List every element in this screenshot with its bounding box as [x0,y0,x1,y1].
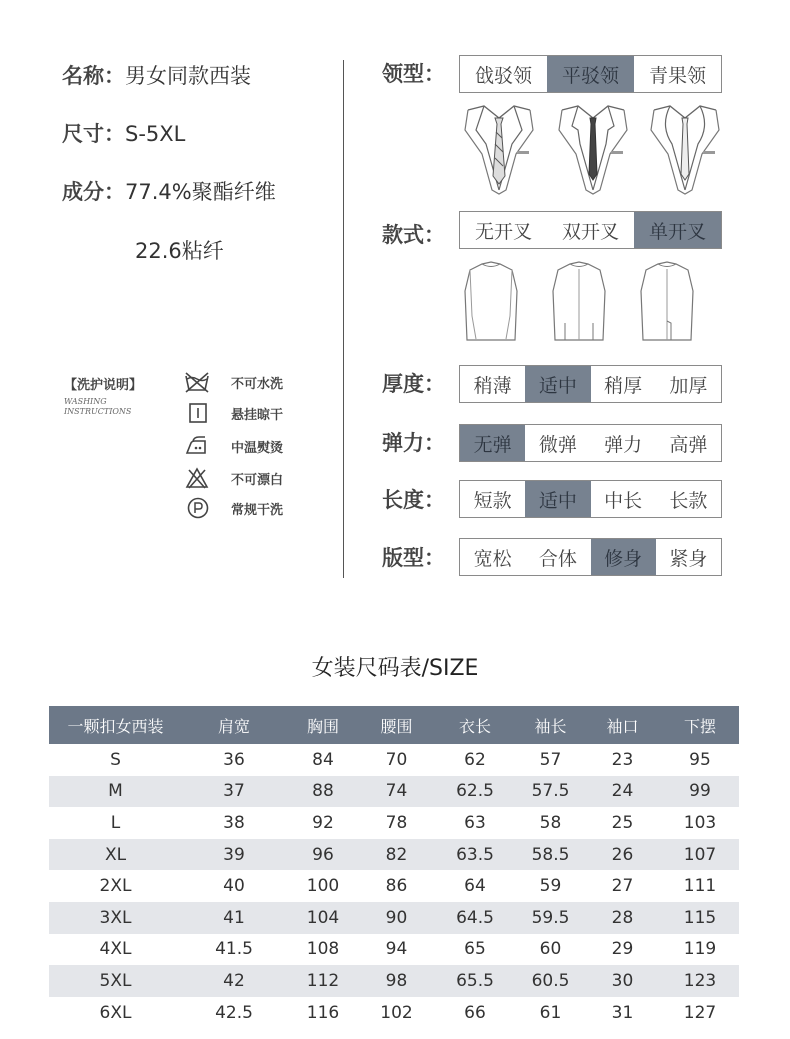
table-row [49,807,739,839]
care-item-text: 不可水洗 [231,377,284,392]
measurement-cell: 92 [312,812,334,833]
measurement-cell: 78 [385,812,408,833]
measurement-cell: 27 [611,876,634,897]
collar-option: 戗驳领 [474,64,532,87]
no-water-wash-icon [183,370,211,394]
product-size [62,118,185,148]
elasticity-option: 高弹 [669,433,708,456]
fit-option: 宽松 [473,547,512,570]
product-material-label: 成分： [62,180,125,204]
measurement-cell: 26 [611,844,634,865]
elasticity-option: 微弹 [538,433,577,456]
measurement-cell: 98 [385,970,408,991]
product-name-label: 名称： [62,64,125,88]
size-cell: 5XL [99,970,132,991]
header-cell: 肩宽 [217,716,250,736]
measurement-cell: 70 [385,749,408,770]
measurement-cell: 24 [611,781,634,802]
header-cell: 下摆 [683,716,716,736]
size-cell: S [110,749,121,770]
measurement-cell: 39 [223,844,245,865]
measurement-cell: 42.5 [215,1002,253,1023]
thickness-option: 稍薄 [473,374,512,397]
collar-option-selected: 平驳领 [547,56,634,92]
table-row [49,997,739,1029]
measurement-cell: 65 [464,939,486,960]
length-options [459,480,722,518]
product-name-value: 男女同款西装 [125,64,251,88]
size-cell: M [108,781,123,802]
header-cell: 衣长 [458,716,491,736]
table-row [49,776,739,808]
measurement-cell: 59 [539,876,562,897]
measurement-cell: 60.5 [531,970,570,991]
size-table-body [49,744,739,1028]
care-item-hang-dry [183,401,323,425]
header-cell: 腰围 [380,716,413,736]
table-row [49,870,739,902]
measurement-cell: 59.5 [531,907,570,928]
measurement-cell: 99 [689,781,711,802]
product-material-value-2: 22.6粘纤 [135,239,224,263]
measurement-cell: 123 [683,970,717,991]
measurement-cell: 90 [385,907,408,928]
care-title: 【洗护说明】 [64,378,143,393]
measurement-cell: 37 [223,781,245,802]
table-row [49,839,739,871]
care-item-text: 不可漂白 [231,473,284,488]
care-item-text: 常规干洗 [231,503,284,518]
size-table-header [49,706,739,744]
measurement-cell: 84 [312,749,334,770]
fit-label: 版型： [382,546,445,570]
care-item-no-bleach [183,466,323,490]
measurement-cell: 66 [464,1002,486,1023]
measurement-cell: 25 [611,812,634,833]
care-item-medium-iron [183,434,323,458]
no-vent-back-illustration [462,261,520,343]
style-option-selected: 单开叉 [634,212,721,248]
measurement-cell: 94 [385,939,408,960]
care-item-text: 中温熨烫 [231,441,284,456]
header-cell: 胸围 [306,716,339,736]
elasticity-option-selected: 无弹 [460,425,525,461]
collar-option: 青果领 [648,64,706,87]
style-option: 无开叉 [474,220,532,243]
measurement-cell: 61 [539,1002,562,1023]
dry-clean-icon [183,496,211,520]
measurement-cell: 58 [539,812,562,833]
size-table [49,706,739,1028]
measurement-cell: 64 [464,876,486,897]
elasticity-label: 弹力： [382,431,445,455]
measurement-cell: 57 [539,749,562,770]
thickness-options [459,365,722,403]
length-label: 长度： [382,488,445,512]
measurement-cell: 23 [611,749,634,770]
medium-iron-icon [183,434,211,458]
measurement-cell: 31 [611,1002,634,1023]
product-material [62,176,276,206]
product-size-label: 尺寸： [62,122,125,146]
table-row [49,902,739,934]
measurement-cell: 65.5 [456,970,494,991]
measurement-cell: 41 [223,907,245,928]
measurement-cell: 57.5 [531,781,570,802]
size-cell: 4XL [99,939,132,960]
measurement-cell: 111 [683,876,717,897]
header-cell: 袖长 [534,716,567,736]
fit-option-selected: 修身 [591,539,656,575]
elasticity-options [459,424,722,462]
measurement-cell: 115 [683,907,717,928]
measurement-cell: 103 [683,812,717,833]
elasticity-option: 弹力 [604,433,643,456]
measurement-cell: 36 [223,749,245,770]
length-option: 中长 [604,489,643,512]
length-option-selected: 适中 [525,481,590,517]
measurement-cell: 108 [306,939,340,960]
style-options [459,211,722,249]
measurement-cell: 86 [385,876,408,897]
measurement-cell: 119 [683,939,717,960]
measurement-cell: 62 [464,749,486,770]
measurement-cell: 28 [611,907,634,928]
measurement-cell: 96 [312,844,334,865]
notch-lapel-illustration [556,104,630,196]
measurement-cell: 40 [223,876,245,897]
thickness-option-selected: 适中 [525,366,590,402]
size-cell: 2XL [99,876,132,897]
shawl-lapel-illustration [648,104,722,196]
measurement-cell: 104 [306,907,340,928]
measurement-cell: 64.5 [456,907,494,928]
care-item-dry-clean [183,496,323,520]
measurement-cell: 63 [464,812,486,833]
measurement-cell: 41.5 [215,939,253,960]
measurement-cell: 29 [611,939,634,960]
style-label: 款式： [382,223,445,247]
thickness-label: 厚度： [382,372,445,396]
care-item-text: 悬挂晾干 [231,408,284,423]
length-option: 长款 [669,489,708,512]
measurement-cell: 42 [223,970,245,991]
collar-label: 领型： [382,62,445,86]
measurement-cell: 100 [306,876,340,897]
table-row [49,744,739,776]
size-cell: XL [104,844,127,865]
header-cell: 一颗扣女西装 [67,716,164,736]
measurement-cell: 58.5 [531,844,570,865]
size-cell: 6XL [99,1002,132,1023]
peak-lapel-illustration [462,104,536,196]
double-vent-back-illustration [550,261,608,343]
thickness-option: 稍厚 [604,374,643,397]
product-material-value-1: 77.4%聚酯纤维 [125,180,276,204]
care-item-no-water-wash [183,370,323,394]
measurement-cell: 102 [380,1002,413,1023]
measurement-cell: 112 [306,970,340,991]
hang-dry-icon [183,401,211,425]
product-name [62,60,251,90]
measurement-cell: 30 [611,970,634,991]
collar-options [459,55,722,93]
fit-option: 紧身 [669,547,708,570]
thickness-option: 加厚 [669,374,708,397]
measurement-cell: 74 [385,781,408,802]
care-subtitle-line-2: INSTRUCTIONS [64,407,132,416]
measurement-cell: 82 [385,844,408,865]
header-cell: 袖口 [606,716,639,736]
measurement-cell: 38 [223,812,245,833]
product-size-value: S-5XL [125,122,186,146]
no-bleach-icon [183,466,211,490]
measurement-cell: 95 [689,749,711,770]
measurement-cell: 107 [683,844,717,865]
measurement-cell: 62.5 [456,781,494,802]
measurement-cell: 60 [539,939,562,960]
fit-options [459,538,722,576]
size-cell: 3XL [99,907,132,928]
care-subtitle [64,397,131,417]
table-row [49,934,739,966]
length-option: 短款 [473,489,512,512]
single-vent-back-illustration [638,261,696,343]
size-table-title: 女装尺码表/SIZE [311,656,479,681]
measurement-cell: 88 [312,781,334,802]
measurement-cell: 63.5 [456,844,494,865]
care-subtitle-line-1: WASHING [64,397,107,406]
size-cell: L [110,812,121,833]
fit-option: 合体 [538,547,577,570]
style-option: 双开叉 [561,220,619,243]
table-row [49,965,739,997]
measurement-cell: 116 [306,1002,340,1023]
measurement-cell: 127 [683,1002,717,1023]
vertical-divider [343,60,344,578]
